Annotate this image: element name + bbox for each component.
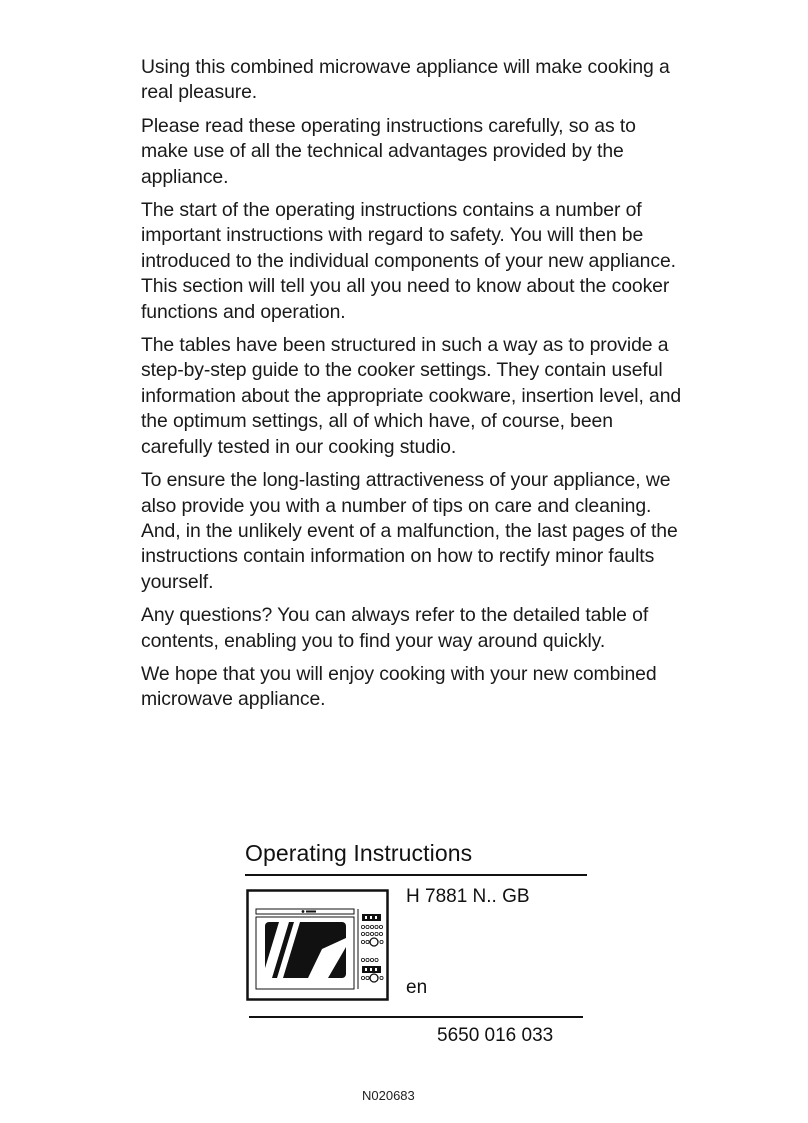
top-rule (245, 874, 587, 876)
intro-paragraph-7: We hope that you will enjoy cooking with your new combined microwave appliance. (141, 662, 657, 711)
intro-text (141, 55, 686, 721)
intro-paragraph-3: The start of the operating instructions contains a number of important instructions with regard to safety. You will then be introduced to the individual components of your new appliance. This section will tell you all you need to know about the cooker functions and operation. (141, 199, 676, 323)
bottom-rule (249, 1016, 583, 1018)
model-number: H 7881 N.. GB (406, 886, 530, 907)
document-number: 5650 016 033 (437, 1025, 554, 1046)
intro-paragraph-4: The tables have been structured in such a way as to provide a step-by-step guide to the cooker settings. They contain useful information about the appropriate cookware, insertion level, and the optimum settings, all of which have, of course, been carefully tested in our cooking studio. (141, 334, 682, 458)
cover-title: Operating Instructions (245, 840, 473, 866)
oven-icon (246, 889, 389, 1001)
language-code: en (406, 977, 428, 998)
intro-paragraph-1: Using this combined microwave appliance will make cooking a real pleasure. (141, 56, 670, 104)
intro-paragraph-6: Any questions? You can always refer to the detailed table of contents, enabling you to find your way around quickly. (141, 604, 649, 652)
intro-paragraph-2: Please read these operating instructions carefully, so as to make use of all the technical advantages provided by the appliance. (141, 114, 636, 188)
intro-paragraph-5: To ensure the long-lasting attractiveness of your appliance, we also provide you with a number of tips on care and cleaning. And, in the unlikely event of a malfunction, the last pages of the instructions contain information on how to rectify minor faults yourself. (141, 469, 678, 593)
print-code: N020683 (362, 1088, 415, 1103)
